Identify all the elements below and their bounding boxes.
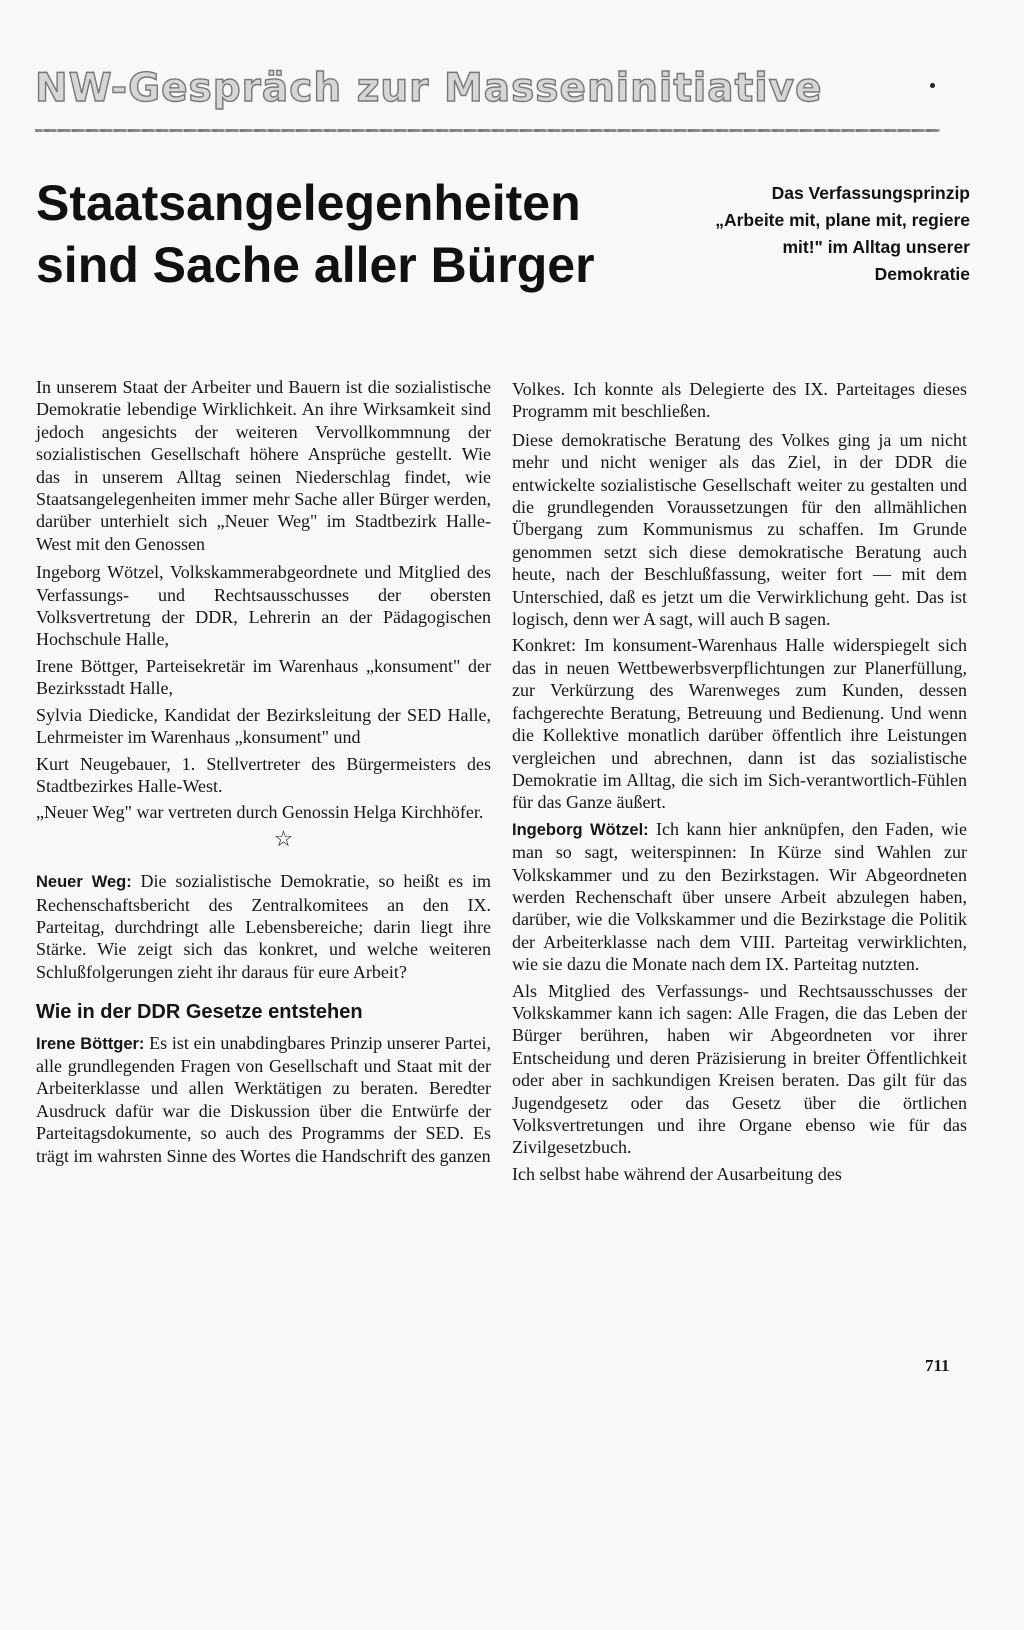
- continuation-paragraph: Volkes. Ich konnte als Delegierte des IX. Parteitages dieses Programm mit beschließen.: [512, 379, 967, 422]
- paragraph-ausarbeitung: Ich selbst habe während der Ausarbeitung des: [512, 1163, 842, 1184]
- represented-by: „Neuer Weg" war vertreten durch Genossin Helga Kirchhöfer.: [36, 802, 484, 823]
- kicker-title: NW-Gespräch zur Masseninitiative: [35, 66, 823, 111]
- participant-neugebauer: Kurt Neugebauer, 1. Stellvertreter des Bürgermeisters des Stadtbezirkes Halle-West.: [36, 753, 491, 796]
- subheadline: Das Verfassungsprinzip „Arbeite mit, plane mit, regiere mit!" im Alltag unserer Demokratie: [715, 183, 970, 284]
- speaker-neuer-weg: Neuer Weg:: [36, 873, 132, 892]
- star-separator: ☆: [273, 825, 294, 851]
- section-heading: Wie in der DDR Gesetze entstehen: [36, 1001, 363, 1024]
- right-column: [512, 378, 967, 1189]
- speaker-wotzel: Ingeborg Wötzel:: [512, 820, 649, 839]
- paragraph-konkret: Konkret: Im konsument-Warenhaus Halle widerspiegelt sich das in neuen Wettbewerbsverpflichtungen zur Planerfüllung, zur Verkürzung des Warenweges zum Kunden, dessen fachgerechte Beratung, Betreuung und Bedienung. Und wenn die Kollektive monatlich darüber öffentlich ihre Leistungen vergleichen und abrechnen, dann ist das sozialistische Demokratie im Alltag, die sich im Sich-verantwortlich-Fühlen für das Ganze äußert.: [512, 635, 967, 813]
- participant-wotzel: Ingeborg Wötzel, Volkskammerabgeordnete und Mitglied des Verfassungs- und Rechtsausschusses der obersten Volksvertretung der DDR, Lehrerin an der Pädagogischen Hochschule Halle,: [36, 562, 491, 650]
- paragraph-beratung: Diese demokratische Beratung des Volkes ging ja um nicht mehr und nicht weniger als das Ziel, in der DDR die entwickelte sozialistische Gesellschaft weiter zu gestalten und die grundlegenden Voraussetzungen für den allmählichen Übergang zum Kommunismus zu schaffen. Im Grunde genommen setzt sich diese demokratische Beratung auch heute, nach der Beschlußfassung, weiter fort — mit dem Unterschied, daß es jetzt um die Verwirklichung geht. Das ist logisch, denn wer A sagt, will auch B sagen.: [512, 429, 967, 630]
- question-1-text: Die sozialistische Demokratie, so heißt es im Rechenschaftsbericht des Zentralkomitees an den IX. Parteitag, durchdringt alle Lebensbereiche; darin liegt ihre Stärke. Wie zeigt sich das konkret, und welche weiteren Schlußfolgerungen zieht ihr daraus für eure Arbeit?: [36, 871, 491, 982]
- answer-wotzel: [512, 818, 967, 976]
- answer-bottger: [36, 1032, 491, 1167]
- answer-wotzel-text: Ich kann hier anknüpfen, den Faden, wie man so sagt, weiterspinnen: In Kürze sind Wahlen zur Volkskammer und zu den Bezirkstagen. Wir Abgeordneten werden Rechenschaft über unsere Arbeit abzulegen haben, darüber, wie die Volkskammer und die Bezirkstage die Politik der Arbeiterklasse nach dem VIII. Parteitag verwirklichten, wie sie dazu die Monate nach dem IX. Parteitag nutzten.: [512, 818, 967, 975]
- question-1: [36, 870, 491, 983]
- headline-line-2: sind Sache aller Bürger: [36, 237, 595, 293]
- page-number: 711: [925, 1356, 950, 1375]
- left-column: [36, 376, 491, 1171]
- headline: [36, 172, 686, 296]
- paragraph-ausschuss: Als Mitglied des Verfassungs- und Rechtsausschusses der Volkskammer kann ich sagen: Alle Fragen, die das Leben der Bürger berühren, haben wir Abgeordneten vor ihrer Entscheidung und deren Präzisierung in breiter Öffentlichkeit oder aber in sachkundigen Kreisen beraten. Das gilt für das Jugendgesetz oder das Gesetz über die örtlichen Volksvertretungen und ihre Organe ebenso wie für das Zivilgesetzbuch.: [512, 980, 967, 1158]
- answer-bottger-text: Es ist ein unabdingbares Prinzip unserer Partei, alle grundlegenden Fragen von Gesellschaft und Staat mit der Arbeiterklasse und allen Werktätigen zu beraten. Beredter Ausdruck dafür war die Diskussion über die Entwürfe der Parteitagsdokumente, so auch des Programms der SED. Es trägt im wahrsten Sinne des Wortes die Handschrift des ganzen: [36, 1032, 491, 1166]
- speaker-bottger: Irene Böttger:: [36, 1034, 145, 1053]
- print-dot: [930, 83, 935, 88]
- intro-paragraph: In unserem Staat der Arbeiter und Bauern ist die sozialistische Demokratie lebendige Wirklichkeit. An ihre Wirksamkeit sind jedoch angesichts der weiteren Vervollkommnung der sozialistischen Gesellschaft höhere Ansprüche gestellt. Wie das in unserem Alltag seinen Niederschlag findet, wie Staatsangelegenheiten immer mehr Sache aller Bürger werden, darüber unterhielt sich „Neuer Weg" im Stadtbezirk Halle-West mit den Genossen: [36, 377, 491, 554]
- participant-bottger: Irene Böttger, Parteisekretär im Warenhaus „konsument" der Bezirksstadt Halle,: [36, 655, 491, 699]
- column-divider: [500, 380, 501, 1630]
- headline-line-1: Staatsangelegenheiten: [36, 175, 581, 231]
- participant-diedicke: Sylvia Diedicke, Kandidat der Bezirksleitung der SED Halle, Lehrmeister im Warenhaus „konsument" und: [36, 704, 491, 748]
- kicker-rule: [35, 129, 940, 132]
